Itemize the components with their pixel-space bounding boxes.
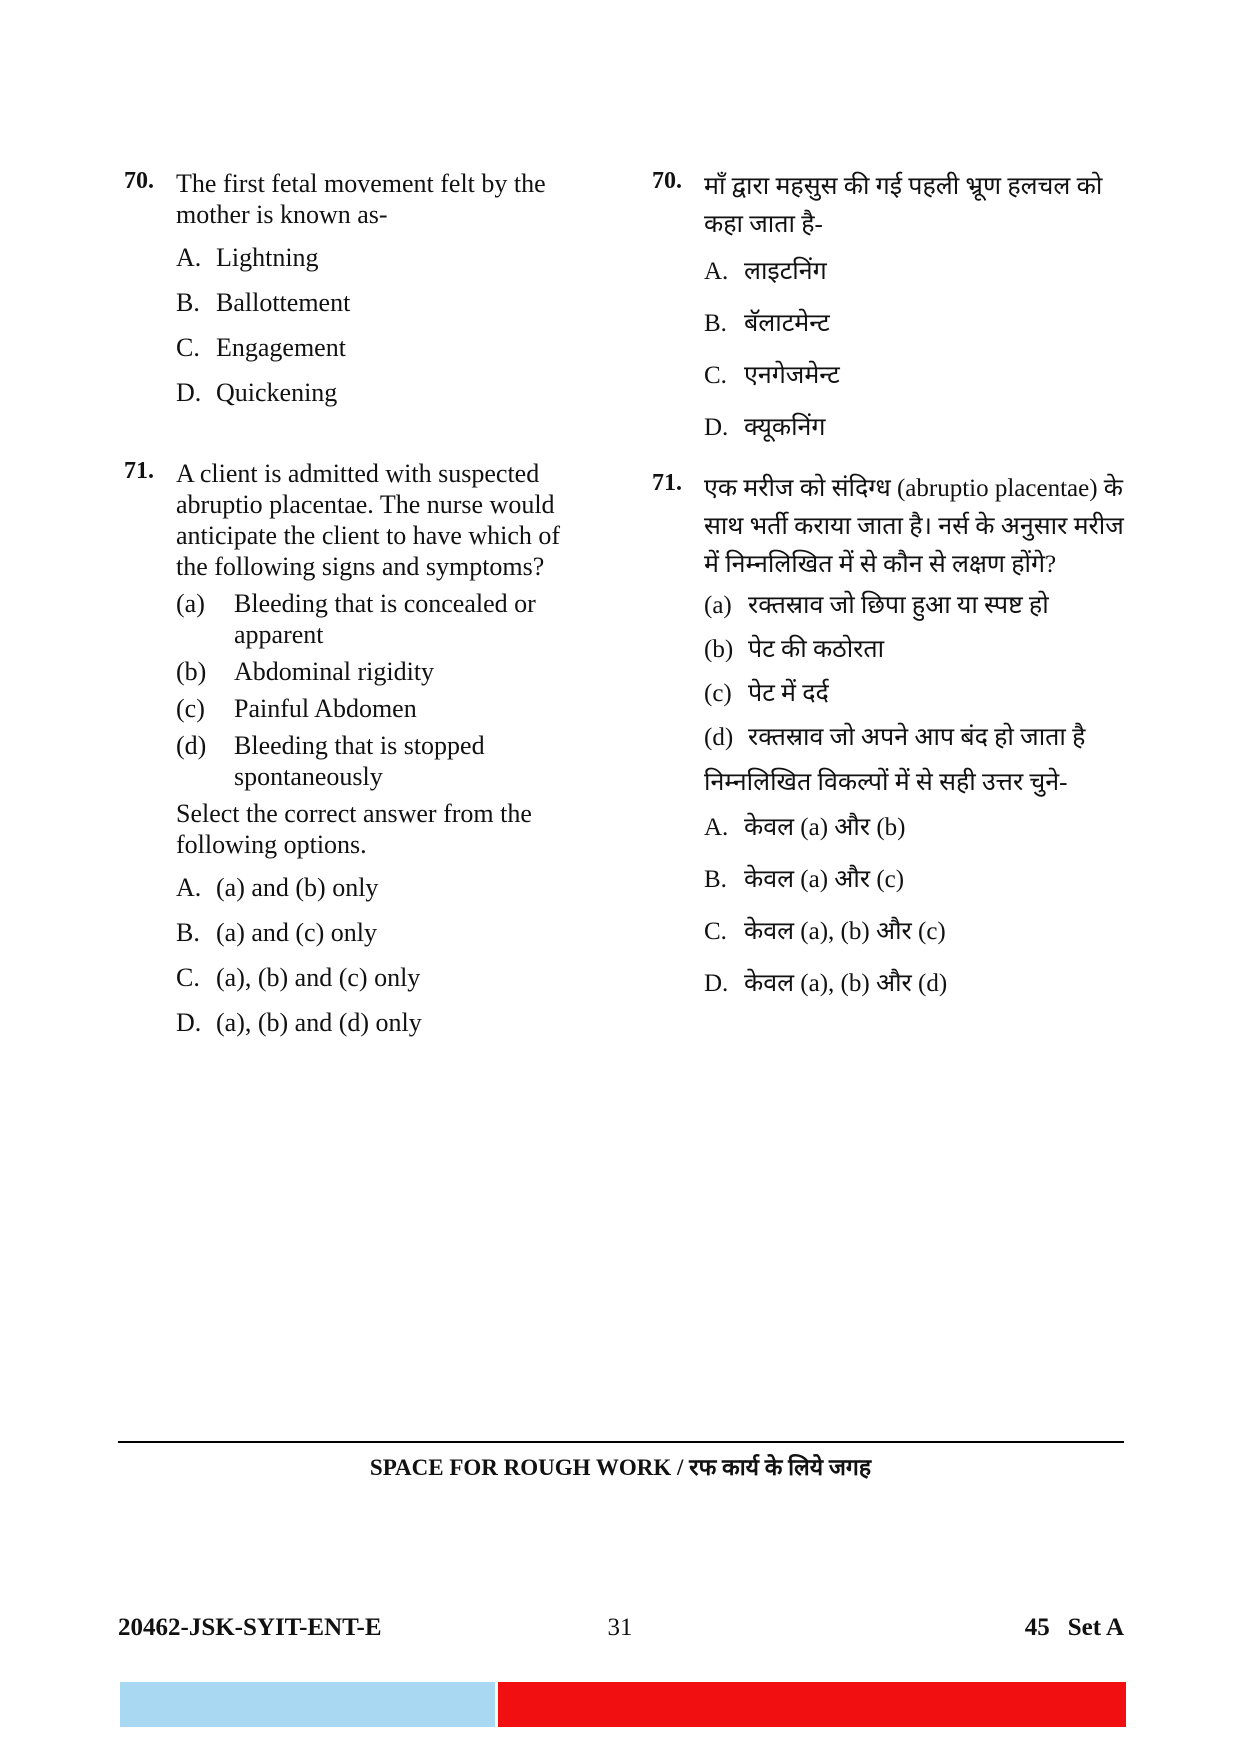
option-d: D. (a), (b) and (d) only: [176, 1008, 422, 1037]
statement-d: (d) Bleeding that is stopped spontaneously: [176, 731, 485, 791]
divider-line: [118, 1441, 1124, 1443]
statement-c: (c) पेट में दर्द: [704, 680, 829, 707]
question-number: 71.: [124, 458, 154, 484]
option-b: B. Ballottement: [176, 288, 351, 317]
rough-work-heading: SPACE FOR ROUGH WORK / रफ कार्य के लिये जगह: [369, 1455, 872, 1480]
color-bar-blue: [120, 1682, 495, 1727]
question-text: A client is admitted with suspected abruptio placentae. The nurse would anticipate the client to have which of the following signs and symptoms?: [176, 459, 561, 581]
english-column: [124, 168, 604, 1052]
question-71-en: [124, 458, 604, 1038]
option-c: C. केवल (a), (b) और (c): [704, 918, 946, 945]
instruction: Select the correct answer from the following options.: [176, 799, 532, 859]
statements-list: [704, 590, 1132, 754]
statement-b: (b) Abdominal rigidity: [176, 657, 435, 686]
question-text: माँ द्वारा महसुस की गई पहली भ्रूण हलचल को कहा जाता है-: [704, 173, 1103, 238]
statement-c: (c) Painful Abdomen: [176, 694, 417, 723]
option-d: D. Quickening: [176, 378, 338, 407]
question-number: 71.: [652, 470, 682, 496]
question-text: एक मरीज को संदिग्ध (abruptio placentae) के साथ भर्ती कराया जाता है। नर्स के अनुसार मरीज में निम्नलिखित में से कौन से लक्षण होंगे?: [704, 475, 1124, 578]
option-d: D. केवल (a), (b) और (d): [704, 970, 948, 997]
option-b: B. केवल (a) और (c): [704, 866, 905, 893]
booklet-number: 45: [1024, 1614, 1050, 1641]
page-number: 31: [607, 1614, 633, 1641]
options-list: [704, 256, 1132, 444]
option-a: A. Lightning: [176, 243, 319, 272]
option-a: A. (a) and (b) only: [176, 873, 379, 902]
option-b: B. (a) and (c) only: [176, 918, 377, 947]
question-70-hi: [652, 168, 1132, 444]
set-label: [1025, 1614, 1124, 1642]
hindi-column: [652, 168, 1132, 1020]
option-a: A. लाइटनिंग: [704, 258, 827, 285]
question-70-en: [124, 168, 604, 408]
question-number: 70.: [652, 168, 682, 194]
instruction: निम्नलिखित विकल्पों में से सही उत्तर चुने-: [704, 769, 1068, 796]
statement-a: (a) Bleeding that is concealed or apparent: [176, 589, 536, 649]
question-text: The first fetal movement felt by the mother is known as-: [176, 169, 546, 229]
statement-b: (b) पेट की कठोरता: [704, 636, 885, 663]
question-71-hi: [652, 470, 1132, 1000]
question-number: 70.: [124, 168, 154, 194]
option-c: C. Engagement: [176, 333, 346, 362]
option-d: D. क्यूकनिंग: [704, 414, 826, 441]
option-c: C. एनगेजमेन्ट: [704, 362, 840, 389]
options-list: [176, 872, 604, 1038]
paper-code: 20462-JSK-SYIT-ENT-E: [118, 1614, 382, 1641]
options-list: [176, 242, 604, 408]
statement-a: (a) रक्तस्राव जो छिपा हुआ या स्पष्ट हो: [704, 592, 1049, 619]
set-name: Set A: [1067, 1614, 1124, 1641]
options-list: [704, 812, 1132, 1000]
option-b: B. बॅलाटमेन्ट: [704, 310, 830, 337]
statements-list: [176, 588, 604, 792]
option-a: A. केवल (a) और (b): [704, 814, 906, 841]
option-c: C. (a), (b) and (c) only: [176, 963, 421, 992]
statement-d: (d) रक्तस्राव जो अपने आप बंद हो जाता है: [704, 724, 1086, 751]
color-bar-red: [498, 1682, 1126, 1727]
